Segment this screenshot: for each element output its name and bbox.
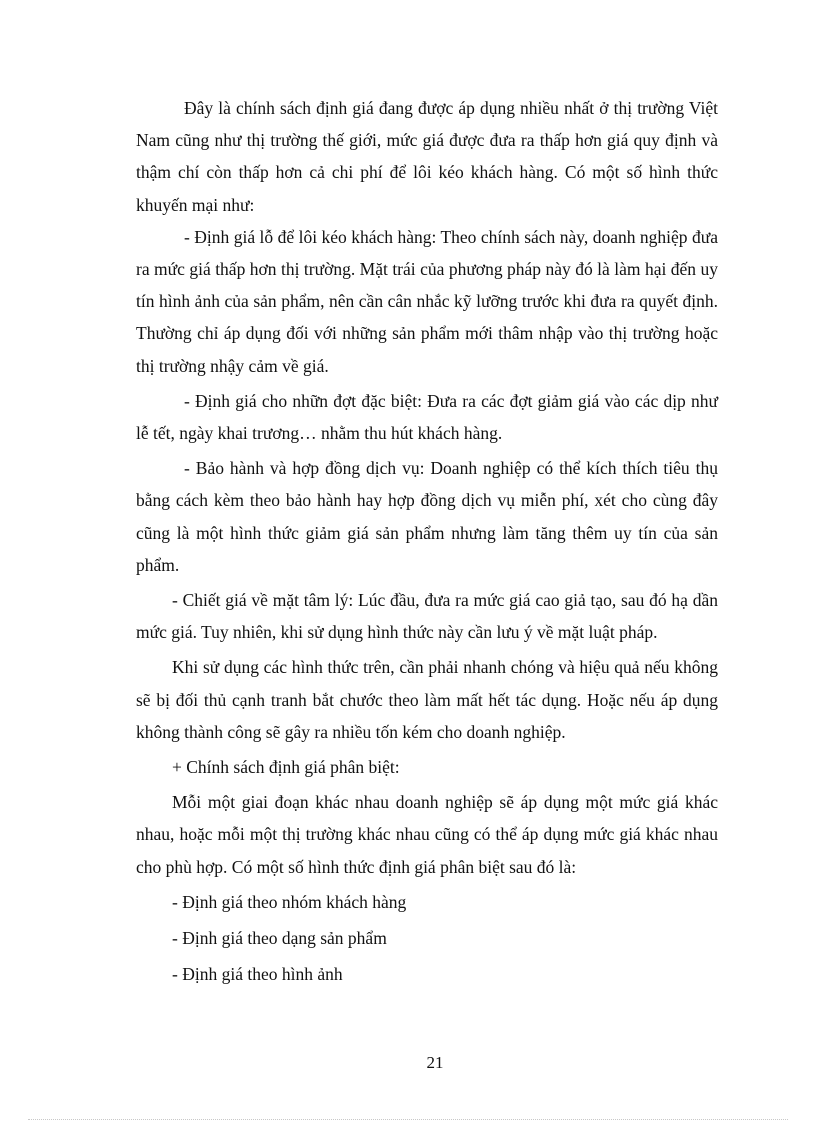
paragraph-intro: Đây là chính sách định giá đang được áp dụng nhiều nhất ở thị trường Việt Nam cũng như thị trường thế giới, mức giá được đưa ra thấp hơn giá quy định và thậm chí còn thấp hơn cả chi phí để lôi kéo khách hàng. Có một số hình thức khuyến mại như:	[136, 98, 718, 215]
paragraph-caution: Khi sử dụng các hình thức trên, cần phải nhanh chóng và hiệu quả nếu không sẽ bị đối thủ cạnh tranh bắt chước theo làm mất hết tác dụng. Hoặc nếu áp dụng không thành công sẽ gây ra nhiều tốn kém cho doanh nghiệp.	[136, 657, 718, 742]
paragraph-psychological-discount: - Chiết giá về mặt tâm lý: Lúc đầu, đưa ra mức giá cao giả tạo, sau đó hạ dần mức giá. Tuy nhiên, khi sử dụng hình thức này cần lưu ý về mặt luật pháp.	[136, 590, 718, 643]
paragraph-discrimination-body: Mỗi một giai đoạn khác nhau doanh nghiệp sẽ áp dụng một mức giá khác nhau, hoặc mỗi một thị trường khác nhau cũng có thể áp dụng mức giá khác nhau cho phù hợp. Có một số hình thức định giá phân biệt sau đó là:	[136, 792, 718, 877]
list-item-image: - Định giá theo hình ảnh	[172, 964, 343, 985]
list-item-customer-group: - Định giá theo nhóm khách hàng	[172, 891, 407, 912]
paragraph-special-events: - Định giá cho nhữn đợt đặc biệt: Đưa ra các đợt giảm giá vào các dịp như lễ tết, ngày khai trương… nhằm thu hút khách hàng.	[136, 390, 718, 444]
page-number: 21	[426, 1053, 444, 1072]
paragraph-loss-leader: - Định giá lỗ để lôi kéo khách hàng: Theo chính sách này, doanh nghiệp đưa ra mức giá thấp hơn thị trường. Mặt trái của phương pháp này đó là làm hại đến uy tín hình ảnh của sản phẩm, nên cần cân nhắc kỹ lưỡng trước khi đưa ra quyết định. Thường chỉ áp dụng đối với những sản phẩm mới thâm nhập vào thị trường hoặc thị trường nhậy cảm về giá.	[136, 226, 718, 376]
body-text	[136, 92, 718, 994]
paragraph-warranty: - Bảo hành và hợp đồng dịch vụ: Doanh nghiệp có thể kích thích tiêu thụ bằng cách kèm theo bảo hành hay hợp đồng dịch vụ miễn phí, xét cho cùng đây cũng là một hình thức giảm giá sản phẩm nhưng làm tăng thêm uy tín của sản phẩm.	[136, 458, 718, 575]
footer-divider	[28, 1119, 788, 1120]
paragraph-discrimination-heading: + Chính sách định giá phân biệt:	[172, 757, 400, 778]
list-item-product-form: - Định giá theo dạng sản phẩm	[172, 928, 387, 949]
